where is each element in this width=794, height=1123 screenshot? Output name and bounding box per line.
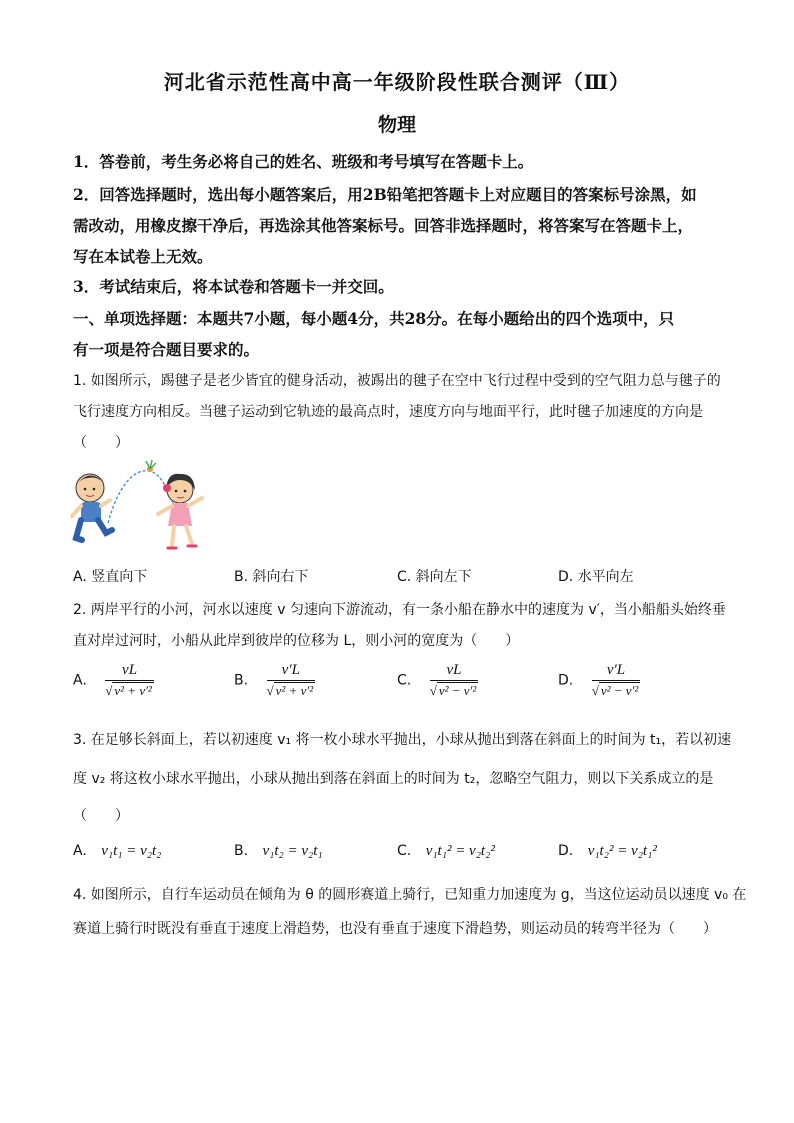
q2-option-d [558, 662, 640, 699]
q2-option-a [73, 662, 154, 699]
option-label: C. [397, 843, 412, 859]
option-label: B. [234, 672, 249, 689]
question-3-text: 3. 在足够长斜面上，若以初速度 v₁ 将一枚小球水平抛出，小球从抛出到落在斜面上的时间为 t₁，若以初速 [73, 732, 732, 748]
question-4-text: 4. 如图所示，自行车运动员在倾角为 θ 的圆形赛道上骑行，已知重力加速度为 g，当这位运动员以速度 v₀ 在 [73, 887, 747, 903]
fraction [267, 662, 316, 699]
fraction-numerator: vL [105, 662, 154, 681]
option-label: B. [234, 843, 249, 859]
q1-option-b: B. 斜向右下 [234, 569, 309, 585]
fraction-numerator: v′L [267, 662, 316, 681]
fraction [592, 662, 641, 699]
option-label: D. [558, 843, 574, 859]
option-formula: v₁t₂² = v₂t₁² [587, 843, 657, 859]
option-label: A. [73, 672, 87, 689]
subject-title: 物理 [377, 114, 416, 136]
option-label: C. [397, 672, 412, 689]
question-1-text: 飞行速度方向相反。当毽子运动到它轨迹的最高点时，速度方向与地面平行，此时毽子加速度的方向是 [73, 404, 703, 420]
fraction [105, 662, 154, 699]
q2-option-b [234, 662, 315, 699]
section-heading: 一、单项选择题：本题共7小题，每小题4分，共28分。在每小题给出的四个选项中，只 [73, 309, 675, 328]
fraction-numerator: vL [430, 662, 479, 681]
option-formula: v₁t₂ = v₂t₁ [262, 843, 323, 859]
q1-option-d: D. 水平向左 [558, 569, 634, 585]
question-4-text: 赛道上骑行时既没有垂直于速度上滑趋势，也没有垂直于速度下滑趋势，则运动员的转弯半径为（ ） [73, 921, 717, 937]
q2-option-c [397, 662, 478, 699]
q1-option-c: C. 斜向左下 [397, 569, 472, 585]
q3-option-c [397, 843, 495, 860]
question-1-text: 1. 如图所示，踢毽子是老少皆宜的健身活动，被踢出的毽子在空中飞行过程中受到的空气阻力总与毽子的 [73, 373, 721, 389]
option-formula: v₁t₁² = v₂t₂² [425, 843, 495, 859]
question-3-text: 度 v₂ 将这枚小球水平抛出，小球从抛出到落在斜面上的时间为 t₂，忽略空气阻力，则以下关系成立的是 [73, 771, 714, 787]
section-heading: 有一项是符合题目要求的。 [73, 340, 260, 359]
option-label: A. [73, 843, 87, 859]
q3-option-b [234, 843, 323, 860]
question-3-text: （ ） [73, 808, 129, 824]
fraction-numerator: v′L [592, 662, 641, 681]
option-formula: v₁t₁ = v₂t₂ [101, 843, 162, 859]
instruction-line: 3．考试结束后，将本试卷和答题卡一并交回。 [73, 277, 394, 296]
instruction-line: 1．答卷前，考生务必将自己的姓名、班级和考号填写在答题卡上。 [73, 152, 534, 171]
instruction-line: 需改动，用橡皮擦干净后，再选涂其他答案标号。回答非选择题时，将答案写在答题卡上， [73, 216, 694, 235]
q3-option-d [558, 843, 657, 860]
fraction-denominator: √ v² − v′² [591, 683, 639, 698]
q1-option-a: A. 竖直向下 [73, 569, 148, 585]
question-2-text: 直对岸过河时，小船从此岸到彼岸的位移为 L，则小河的宽度为（ ） [73, 633, 520, 649]
question-1-text: （ ） [73, 435, 129, 451]
instruction-line: 2．回答选择题时，选出每小题答案后，用2B铅笔把答题卡上对应题目的答案标号涂黑，如 [73, 185, 697, 204]
exam-title: 河北省示范性高中高一年级阶段性联合测评（Ⅲ） [163, 70, 631, 94]
shuttlecock-kids-illustration [68, 458, 228, 558]
q3-option-a [73, 843, 161, 860]
question-2-text: 2. 两岸平行的小河，河水以速度 v 匀速向下游流动，有一条小船在静水中的速度为 v′，当小船船头始终垂 [73, 602, 726, 618]
fraction-denominator: √ v² + v′² [266, 683, 314, 698]
fraction-denominator: √ v² + v′² [105, 683, 152, 698]
fraction-denominator: √ v² − v′² [429, 683, 477, 698]
instruction-line: 写在本试卷上无效。 [73, 247, 213, 266]
option-label: D. [558, 672, 574, 689]
fraction [430, 662, 479, 699]
